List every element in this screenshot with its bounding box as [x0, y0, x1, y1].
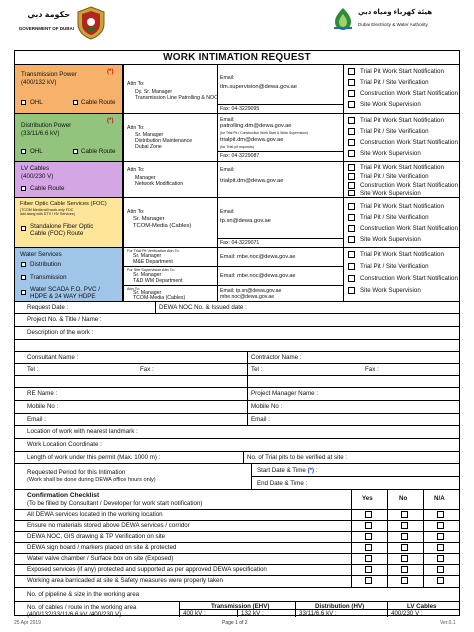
- fax-value: Fax: 04-3229087: [220, 153, 260, 159]
- dewa-logo: [330, 6, 466, 40]
- checklist-item: DEWA sign board / markers placed on site & protected: [27, 544, 177, 551]
- attn-dept: TCOM-Media (Cables): [133, 295, 186, 301]
- yes-checkbox[interactable]: [365, 511, 372, 518]
- dewa-name-english: Dubai Electricity & Water Authority: [358, 22, 428, 27]
- opt-label: Trial Pit Work Start Notification: [360, 203, 444, 210]
- checklist-item: All DEWA services located in the working location: [27, 511, 163, 518]
- opt-label: Construction Work Start Notification: [360, 275, 458, 282]
- site-sup-checkbox[interactable]: [348, 287, 355, 294]
- email-value: tlm.supervision@dewa.gov.ae: [220, 84, 297, 90]
- standalone-foc-label: Standalone Fiber Optic: [30, 223, 94, 230]
- email-label: Email:: [220, 117, 235, 123]
- lv-value-label: 400/230 V :: [391, 610, 423, 617]
- email-value: trialpit.dm@dewa.gov.ae: [220, 178, 284, 184]
- ohl-label: OHL: [30, 148, 43, 155]
- na-header: N/A: [434, 495, 445, 502]
- project-label: Project No. & Title / Name :: [27, 316, 102, 323]
- attn-name: Sr. Manager: [133, 253, 162, 259]
- trial-verif-checkbox[interactable]: [348, 173, 355, 180]
- footer-date: 25 Apr 2019: [14, 620, 41, 626]
- standalone-foc-checkbox[interactable]: [21, 226, 26, 231]
- attn-zone: Dubai Zone: [135, 144, 162, 150]
- section-title: LV Cables: [21, 165, 50, 172]
- opt-label: Site Work Supervision: [360, 190, 421, 197]
- section-voltage: (400/230 V): [21, 173, 54, 180]
- attn-head: For Trial Pit Verification Attn To:: [127, 249, 180, 253]
- email-note: (for Trial Pit / Construction Work Start & Work Supervision): [220, 131, 308, 135]
- pm-email-label: Email :: [251, 416, 270, 423]
- gov-name-arabic: حكومة دبي: [27, 10, 70, 19]
- attn-name: Sr. Manager: [133, 216, 165, 222]
- trial-count-label: No. of Trial pits to be verified at site :: [247, 454, 348, 461]
- trial-verif-checkbox[interactable]: [348, 79, 355, 86]
- opt-label: Site Work Supervision: [360, 287, 421, 294]
- trial-start-checkbox[interactable]: [348, 117, 355, 124]
- section-water-services: [15, 248, 123, 301]
- trial-verif-checkbox[interactable]: [348, 263, 355, 270]
- email-note-2: (for Trial pit requests): [220, 145, 254, 149]
- fax-value: Fax: 04-3229071: [220, 240, 260, 246]
- form-title: WORK INTIMATION REQUEST: [15, 51, 459, 65]
- yes-checkbox[interactable]: [365, 544, 372, 551]
- attn-label: Attn To:: [127, 125, 145, 131]
- email-label: Email:: [220, 75, 235, 81]
- constr-start-checkbox[interactable]: [348, 225, 355, 232]
- opt-label: Trial Pit / Site Verification: [360, 128, 429, 135]
- no-checkbox[interactable]: [401, 555, 408, 562]
- location-label: Location of work with nearest landmark :: [27, 428, 138, 435]
- na-checkbox[interactable]: [437, 555, 444, 562]
- na-checkbox[interactable]: [437, 533, 444, 540]
- dewa-name-arabic: هيئة كهرباء ومياه دبي: [358, 9, 433, 16]
- page-header: [0, 0, 474, 44]
- section-fiber-optic: [15, 198, 123, 247]
- opt-label: Site Work Supervision: [360, 150, 421, 157]
- dist-value-label: 33/11/6.6 kV :: [299, 610, 337, 617]
- na-checkbox[interactable]: [437, 544, 444, 551]
- footer-page: Page 1 of 2: [222, 620, 248, 626]
- cables-label-2: (400/132/33/11/6.6 kV /400/230 V): [27, 611, 122, 618]
- attn-name: Sr. Manager: [133, 290, 162, 296]
- checklist-item: Exposed services (if any) protected and supported as per approved DEWA specification: [27, 566, 267, 573]
- attn-label: Attn To:: [127, 209, 145, 215]
- description-label: Description of the work :: [27, 329, 94, 336]
- work-intimation-form: [14, 50, 460, 616]
- checklist-item: Working area barricaded at site & Safety measures were properly taken: [27, 577, 223, 584]
- opt-label: Site Work Supervision: [360, 236, 421, 243]
- contractor-fax-label: Fax :: [365, 366, 379, 373]
- contractor-label: Contractor Name :: [251, 354, 302, 361]
- site-sup-checkbox[interactable]: [348, 236, 355, 243]
- re-email-label: Email :: [27, 416, 46, 423]
- end-date-label: End Date & Time :: [257, 480, 308, 487]
- section-note: (TCOM Media will work only FOC: [20, 208, 74, 212]
- trial-start-checkbox[interactable]: [348, 203, 355, 210]
- government-of-dubai-logo: [10, 4, 108, 42]
- site-sup-checkbox[interactable]: [348, 101, 355, 108]
- attn-dept: Transmission Line Patrolling & NOC: [135, 95, 218, 101]
- tx-400kv-label: 400 kV :: [183, 610, 206, 617]
- opt-label: Trial Pit / Site Verification: [360, 214, 429, 221]
- attn-dept: Network Modification: [135, 181, 184, 187]
- distribution-checkbox[interactable]: [21, 262, 26, 267]
- yes-checkbox[interactable]: [365, 566, 372, 573]
- ohl-label: OHL: [30, 99, 43, 106]
- section-note: laid along with DTV / HV Services): [20, 212, 75, 216]
- pipeline-label: No. of pipeline & size in the working area: [27, 591, 140, 598]
- section-title: Water Services: [20, 251, 62, 258]
- standalone-foc-label-2: Cable (FOC) Route: [30, 230, 84, 237]
- opt-label: Construction Work Start Notification: [360, 90, 458, 97]
- trial-verif-checkbox[interactable]: [348, 128, 355, 135]
- ohl-checkbox[interactable]: [21, 100, 26, 105]
- transmission-label: Transmission: [30, 274, 67, 281]
- email-value: Email: tp.sn@dewa.gov.ae: [220, 288, 282, 294]
- opt-label: Trial Pit Work Start Notification: [360, 164, 444, 171]
- checklist-item: Ensure no materials stored above DEWA services / corridor: [27, 522, 190, 529]
- cables-label: No. of cables / route in the working area: [27, 604, 137, 611]
- no-checkbox[interactable]: [401, 544, 408, 551]
- site-sup-checkbox[interactable]: [348, 150, 355, 157]
- required-star: (*): [107, 68, 114, 75]
- na-checkbox[interactable]: [437, 577, 444, 584]
- no-checkbox[interactable]: [401, 522, 408, 529]
- water-scada-label-2: HDPE & 24 WAY HDPE: [30, 293, 96, 300]
- ohl-checkbox[interactable]: [21, 149, 26, 154]
- yes-checkbox[interactable]: [365, 522, 372, 529]
- constr-start-checkbox[interactable]: [348, 139, 355, 146]
- section-lv-cables: [15, 162, 123, 197]
- opt-label: Trial Pit / Site Verification: [360, 79, 429, 86]
- checklist-item: DEWA NOC, GIS drawing & TP Verification on site: [27, 533, 166, 540]
- section-voltage: (33/11/6.6 kV): [21, 130, 60, 137]
- attn-dept: M&E Department: [133, 259, 173, 265]
- email-value: Email: mbe.noc@dewa.gov.ae: [220, 254, 296, 260]
- pm-name-label: Project Manager Name :: [251, 390, 319, 397]
- email-value: Email: mbe.noc@dewa.gov.ae: [220, 273, 296, 279]
- request-date-label: Request Date :: [27, 304, 69, 311]
- lv-cables-header: LV Cables: [407, 603, 437, 610]
- opt-label: Construction Work Start Notification: [360, 225, 458, 232]
- dewa-mark-icon: [330, 6, 356, 32]
- section-distribution-power: [15, 114, 123, 161]
- constr-start-checkbox[interactable]: [348, 275, 355, 282]
- attn-name: Sr. Manager: [133, 272, 162, 278]
- opt-label: Construction Work Start Notification: [360, 182, 458, 189]
- consultant-fax-label: Fax :: [140, 366, 154, 373]
- no-checkbox[interactable]: [401, 511, 408, 518]
- dubai-emblem-icon: [76, 6, 106, 40]
- contractor-tel-label: Tel :: [251, 366, 263, 373]
- email-value: tp.sn@dewa.gov.ae: [220, 218, 271, 224]
- footer-version: Ver.0.1: [440, 620, 456, 626]
- no-checkbox[interactable]: [401, 577, 408, 584]
- no-checkbox[interactable]: [401, 533, 408, 540]
- attn-head: For Site Supervision Attn To:: [127, 268, 175, 272]
- section-title: Fiber Optic Cable Services (FOC): [20, 201, 107, 207]
- start-date-label: Start Date & Time (*) :: [257, 467, 318, 474]
- opt-label: Trial Pit / Site Verification: [360, 173, 429, 180]
- attn-name: Manager: [135, 175, 156, 181]
- consultant-tel-label: Tel :: [27, 366, 39, 373]
- email-value: patrolling.dm@dewa.gov.ae: [220, 123, 292, 129]
- required-star: (*): [107, 117, 114, 124]
- period-label: Requested Period for this Intimation: [27, 469, 126, 476]
- checklist-title: Confirmation Checklist: [27, 492, 100, 499]
- noc-label: DEWA NOC No. & Issued date :: [159, 304, 247, 311]
- opt-label: Trial Pit Work Start Notification: [360, 117, 444, 124]
- cable-route-label: Cable Route: [81, 99, 116, 106]
- opt-label: Construction Work Start Notification: [360, 139, 458, 146]
- constr-start-checkbox[interactable]: [348, 90, 355, 97]
- attn-name: Dy. Sr. Manager: [135, 89, 173, 95]
- transmission-checkbox[interactable]: [21, 275, 26, 280]
- trial-start-checkbox[interactable]: [348, 68, 355, 75]
- email-label: Email:: [220, 209, 235, 215]
- cable-route-checkbox[interactable]: [73, 149, 78, 154]
- no-header: No: [399, 495, 408, 502]
- trial-start-checkbox[interactable]: [348, 251, 355, 258]
- site-sup-checkbox[interactable]: [348, 190, 355, 196]
- distribution-label: Distribution: [30, 261, 61, 268]
- length-label: Length of work under this permit (Max. 1000 m) :: [27, 454, 161, 461]
- section-voltage: (400/132 kV): [21, 79, 57, 86]
- section-title: Distribution Power: [21, 122, 72, 129]
- cable-route-checkbox[interactable]: [73, 100, 78, 105]
- consultant-label: Consultant Name :: [27, 354, 79, 361]
- water-scada-label: Water SCADA F.O. PVC /: [30, 286, 100, 293]
- transmission-ehv-header: Transmission (EHV): [211, 603, 270, 610]
- re-name-label: RE Name :: [27, 390, 58, 397]
- attn-head: Attn To:: [127, 287, 140, 291]
- opt-label: Trial Pit / Site Verification: [360, 263, 429, 270]
- cable-route-checkbox[interactable]: [21, 186, 26, 191]
- section-title: Transmission Power: [21, 71, 77, 78]
- coordinate-label: Work Location Coordinate :: [27, 441, 102, 448]
- attn-dept: TCOM-Media (Cables): [133, 223, 192, 229]
- na-checkbox[interactable]: [437, 511, 444, 518]
- opt-label: Trial Pit Work Start Notification: [360, 68, 444, 75]
- yes-header: Yes: [362, 495, 373, 502]
- na-checkbox[interactable]: [437, 522, 444, 529]
- email-label: Email:: [220, 167, 235, 173]
- attn-dept: Distribution Maintenance: [135, 138, 193, 144]
- checklist-subtitle: (To be filled by Consultant / Developer for work start notification): [27, 500, 203, 507]
- yes-checkbox[interactable]: [365, 533, 372, 540]
- cable-route-label: Cable Route: [30, 185, 65, 192]
- attn-name: Sr. Manager: [135, 132, 164, 138]
- na-checkbox[interactable]: [437, 566, 444, 573]
- attn-label: Attn To:: [127, 167, 145, 173]
- opt-label: Trial Pit Work Start Notification: [360, 251, 444, 258]
- fax-value: Fax: 04-3229095: [220, 106, 260, 112]
- checklist-item: Water valve chamber / Surface box on site (Exposed): [27, 555, 174, 562]
- email-value-2: trialpit.dm@dewa.gov.ae: [220, 137, 284, 143]
- period-note: (Work shall be done during DEWA office hours only): [27, 477, 156, 483]
- distribution-hv-header: Distribution (HV): [315, 603, 365, 610]
- attn-label: Attn To:: [127, 81, 145, 87]
- section-transmission-power: [15, 65, 123, 113]
- pm-mobile-label: Mobile No :: [251, 403, 283, 410]
- yes-checkbox[interactable]: [365, 577, 372, 584]
- no-checkbox[interactable]: [401, 566, 408, 573]
- attn-dept: T&D WM Department: [133, 278, 183, 284]
- re-mobile-label: Mobile No :: [27, 403, 59, 410]
- trial-start-checkbox[interactable]: [348, 164, 355, 171]
- opt-label: Site Work Supervision: [360, 101, 421, 108]
- email-value-2: mbe.noc@dewa.gov.ae: [220, 294, 275, 300]
- cable-route-label: Cable Route: [81, 148, 116, 155]
- yes-checkbox[interactable]: [365, 555, 372, 562]
- constr-start-checkbox[interactable]: [348, 182, 355, 189]
- water-scada-checkbox[interactable]: [21, 290, 26, 295]
- trial-verif-checkbox[interactable]: [348, 214, 355, 221]
- gov-name-english: GOVERNMENT OF DUBAI: [18, 26, 74, 31]
- tx-132kv-label: 132 kV :: [241, 610, 264, 617]
